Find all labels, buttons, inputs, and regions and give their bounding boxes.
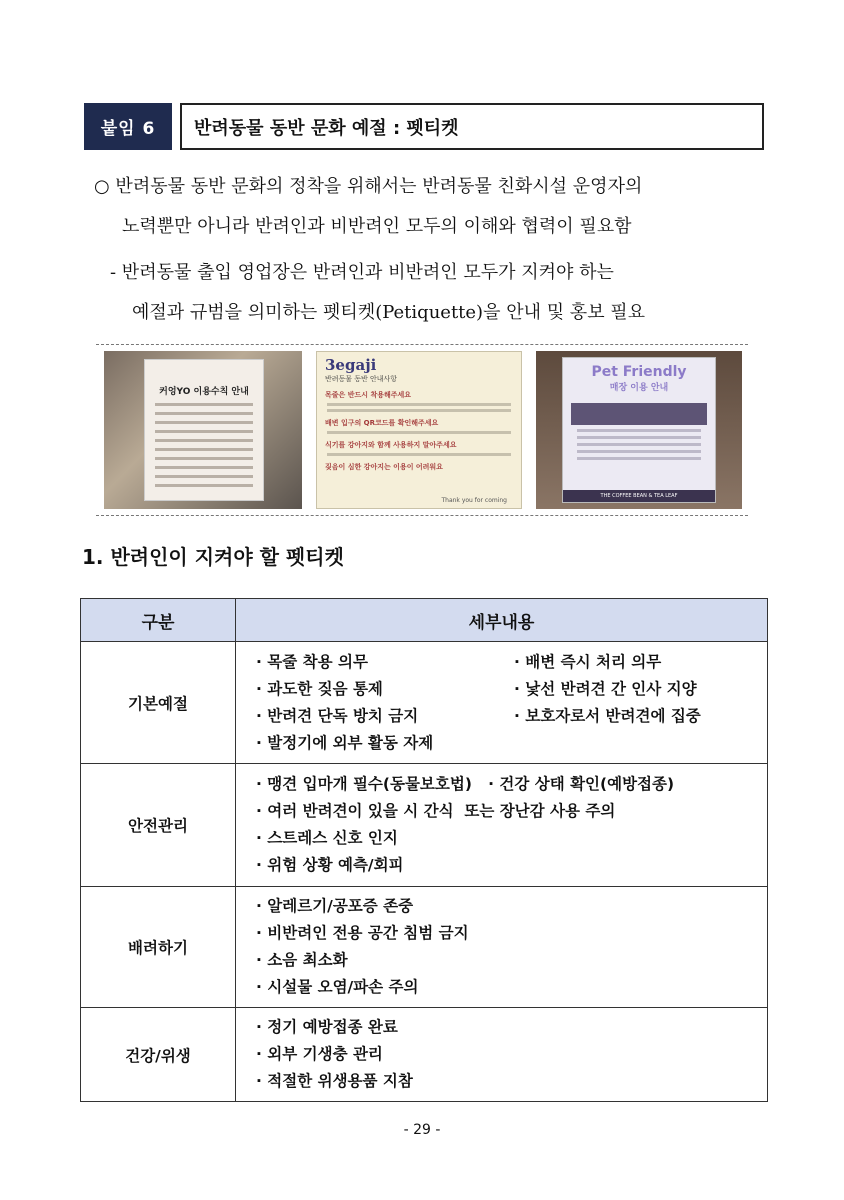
detail-item: · 비반려인 전용 공간 침범 금지 [256,924,469,942]
detail-item: · 목줄 착용 의무 [256,652,368,671]
detail-item: · 맹견 입마개 필수(동물보호법) · 건강 상태 확인(예방접종) [256,775,675,793]
detail-item: · 배변 즉시 처리 의무 [514,652,662,671]
petiquette-table [80,598,768,1102]
row-category: 기본예절 [81,642,236,764]
store-sign-photo-1 [104,351,302,509]
intro-line-3: - 반려동물 출입 영업장은 반려인과 비반려인 모두가 지켜야 하는 [110,262,614,283]
detail-item: · 반려견 단독 방치 금지 [256,706,419,725]
detail-item: · 정기 예방접종 완료 [256,1018,398,1036]
row-details [236,887,768,1008]
appendix-tag: 붙임 6 [84,103,172,150]
detail-item: · 외부 기생충 관리 [256,1045,383,1063]
detail-item: · 낯선 반려견 간 인사 지양 [514,679,697,698]
sign-brand: 3egaji [325,356,377,374]
detail-item: · 발정기에 외부 활동 자제 [256,733,434,752]
sign-rule-1: 목줄은 반드시 착용해주세요 [325,391,412,399]
detail-item: · 스트레스 신호 인지 [256,829,398,847]
detail-item: · 시설물 오염/파손 주의 [256,978,419,996]
detail-item: · 보호자로서 반려견에 집중 [514,706,701,725]
sign-rule-2: 배변 입구의 QR코드를 확인해주세요 [325,419,439,427]
sign-subtitle: 반려동물 동반 안내사항 [325,375,398,383]
row-details [236,764,768,887]
table-row [81,1008,768,1102]
detail-item: · 과도한 짖음 통제 [256,679,383,698]
appendix-header [84,103,764,150]
col-header-details: 세부내용 [236,599,768,642]
store-sign-photo-2 [316,351,522,509]
detail-item: · 알레르기/공포증 존중 [256,897,414,915]
appendix-title: 반려동물 동반 문화 예절 : 펫티켓 [180,103,764,150]
pet-friendly-bar: THE COFFEE BEAN & TEA LEAF [563,490,715,502]
table-row [81,887,768,1008]
section-title: 1. 반려인이 지켜야 할 펫티켓 [82,545,344,569]
table-row [81,642,768,764]
col-header-category: 구분 [81,599,236,642]
row-category: 안전관리 [81,764,236,887]
sign-footer: Thank you for coming [441,497,507,504]
store-sign-photo-3 [536,351,742,509]
sign-rule-3: 식기를 강아지와 함께 사용하지 말아주세요 [325,441,457,449]
row-category: 건강/위생 [81,1008,236,1102]
detail-item: · 적절한 위생용품 지참 [256,1072,413,1090]
row-details [236,642,768,764]
intro-line-1: ○ 반려동물 동반 문화의 정착을 위해서는 반려동물 친화시설 운영자의 [94,176,643,197]
pet-friendly-subtitle: 매장 이용 안내 [609,383,669,393]
page-number: - 29 - [403,1122,441,1138]
detail-item: · 소음 최소화 [256,951,348,969]
row-category: 배려하기 [81,887,236,1008]
row-details [236,1008,768,1102]
photo-strip [96,344,748,516]
detail-item: · 여러 반려견이 있을 시 간식 또는 장난감 사용 주의 [256,802,616,820]
sign-title: 커엉YO 이용수칙 안내 [159,387,249,397]
sign-rule-4: 짖음이 심한 강아지는 이용이 어려워요 [325,463,443,471]
intro-line-2: 노력뿐만 아니라 반려인과 비반려인 모두의 이해와 협력이 필요함 [122,216,632,237]
table-row [81,764,768,887]
intro-line-4: 예절과 규범을 의미하는 펫티켓(Petiquette)을 안내 및 홍보 필요 [132,302,646,323]
sign-board [144,359,264,501]
pet-friendly-title: Pet Friendly [591,364,687,380]
pet-friendly-board [562,357,716,503]
detail-item: · 위험 상황 예측/회피 [256,856,404,874]
